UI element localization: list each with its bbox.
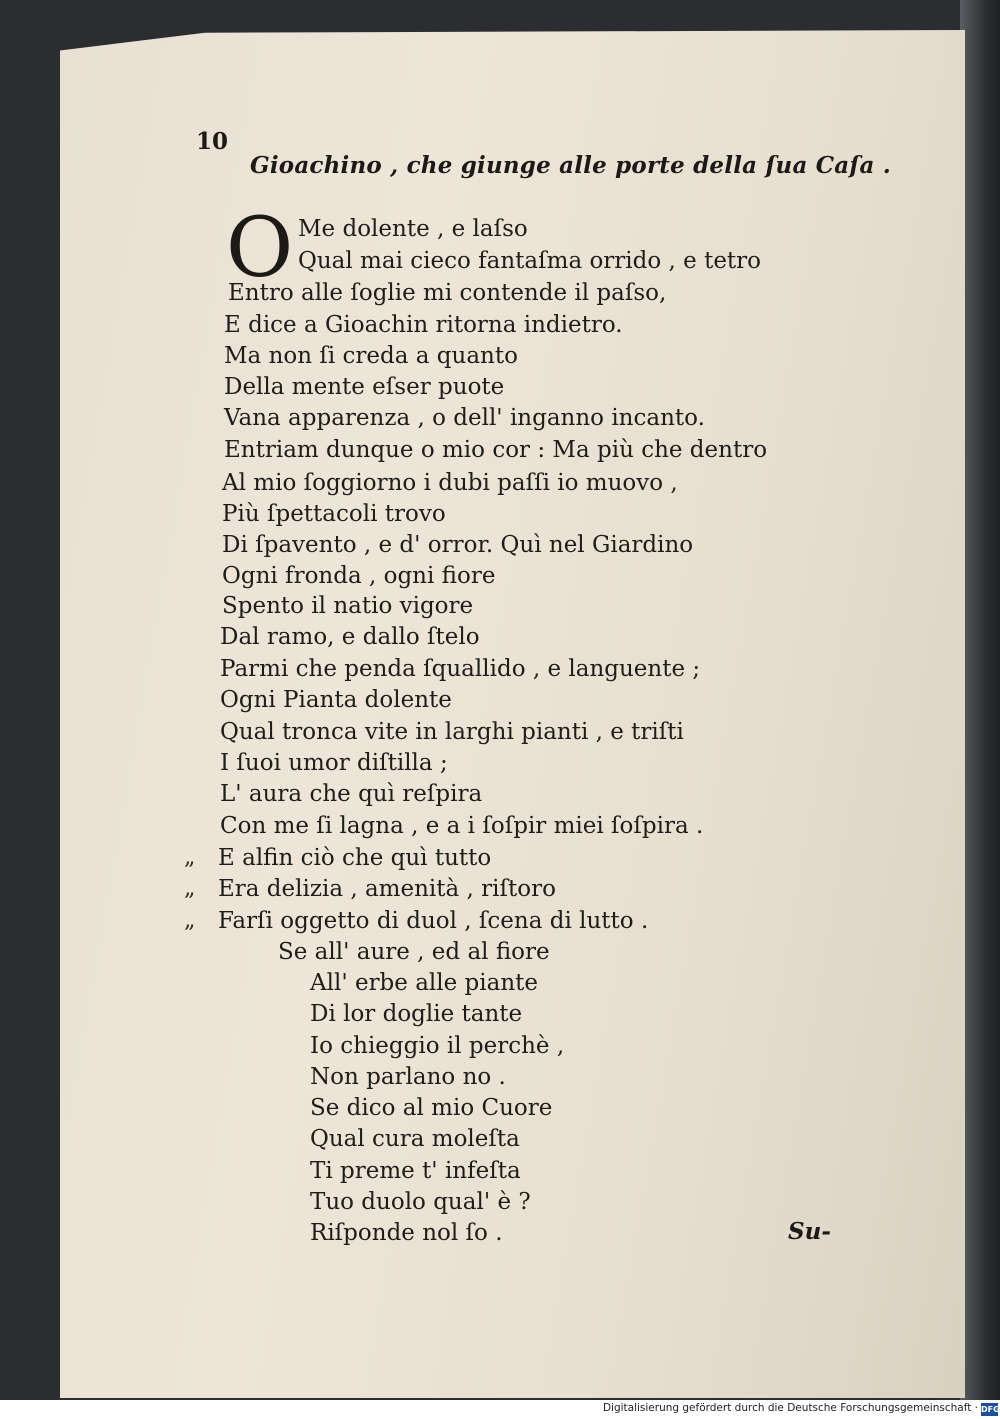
verse-line: Di lor doglie tante (310, 1001, 523, 1027)
quotation-mark: „ (184, 908, 196, 933)
verse-line: Con me ſi lagna , e a i ſoſpir miei ſoſpira . (220, 813, 704, 839)
drop-cap: O (226, 201, 294, 296)
verse-line: Parmi che penda ſquallido , e languente ; (220, 656, 701, 682)
verse-line: Farſi oggetto di duol , ſcena di lutto . (218, 908, 649, 934)
verse-line: Qual mai cieco fantaſma orrido , e tetro (298, 248, 762, 274)
verse-line: Non parlano no . (310, 1064, 506, 1090)
verse-line: Più ſpettacoli trovo (222, 501, 446, 527)
quotation-mark: „ (184, 845, 196, 870)
verse-line: Al mio ſoggiorno i dubi paſſi io muovo , (222, 470, 678, 496)
quotation-mark: „ (184, 876, 196, 901)
book-edge (960, 0, 1000, 1400)
verse-line: Dal ramo, e dallo ſtelo (220, 624, 480, 650)
verse-line: Ti preme t' infeſta (310, 1158, 521, 1184)
verse-line: Tuo duolo qual' è ? (310, 1189, 531, 1215)
verse-line: Spento il natio vigore (222, 593, 474, 619)
verse-line: L' aura che quì reſpira (220, 781, 483, 807)
verse-line: All' erbe alle piante (310, 970, 539, 996)
verse-line: Me dolente , e laſso (298, 216, 528, 242)
page-number: 10 (196, 128, 229, 155)
dfg-logo: DFG (981, 1405, 1000, 1414)
verse-line: Qual cura moleſta (310, 1126, 520, 1152)
verse-line: Ma non ſi creda a quanto (224, 343, 518, 369)
verse-line: Se all' aure , ed al fiore (278, 939, 550, 965)
verse-line: Qual tronca vite in larghi pianti , e triſti (220, 719, 684, 745)
catchword: Su- (788, 1218, 831, 1245)
verse-line: Se dico al mio Cuore (310, 1095, 553, 1121)
verse-line: Era delizia , amenità , riſtoro (218, 876, 556, 902)
verse-line: E dice a Gioachin ritorna indietro. (224, 312, 623, 338)
verse-line: Di ſpavento , e d' orror. Quì nel Giardino (222, 532, 694, 558)
running-head: Gioachino , che giunge alle porte della ſua Caſa . (250, 152, 891, 179)
verse-line: Io chieggio il perchè , (310, 1033, 565, 1059)
verse-line: E alfin ciò che quì tutto (218, 845, 492, 871)
verse-line: Riſponde nol ſo . (310, 1220, 503, 1246)
verse-line: Vana apparenza , o dell' inganno incanto. (224, 405, 705, 431)
verse-line: Entriam dunque o mio cor : Ma più che dentro (224, 437, 768, 463)
verse-line: Ogni Pianta dolente (220, 687, 452, 713)
verse-line: I ſuoi umor diſtilla ; (220, 750, 448, 776)
verse-line: Entro alle ſoglie mi contende il paſso, (228, 280, 667, 306)
funding-credit: Digitalisierung gefördert durch die Deutsche Forschungsgemeinschaft · (602, 1402, 978, 1414)
verse-line: Ogni fronda , ogni fiore (222, 563, 496, 589)
verse-line: Della mente eſser puote (224, 374, 505, 400)
